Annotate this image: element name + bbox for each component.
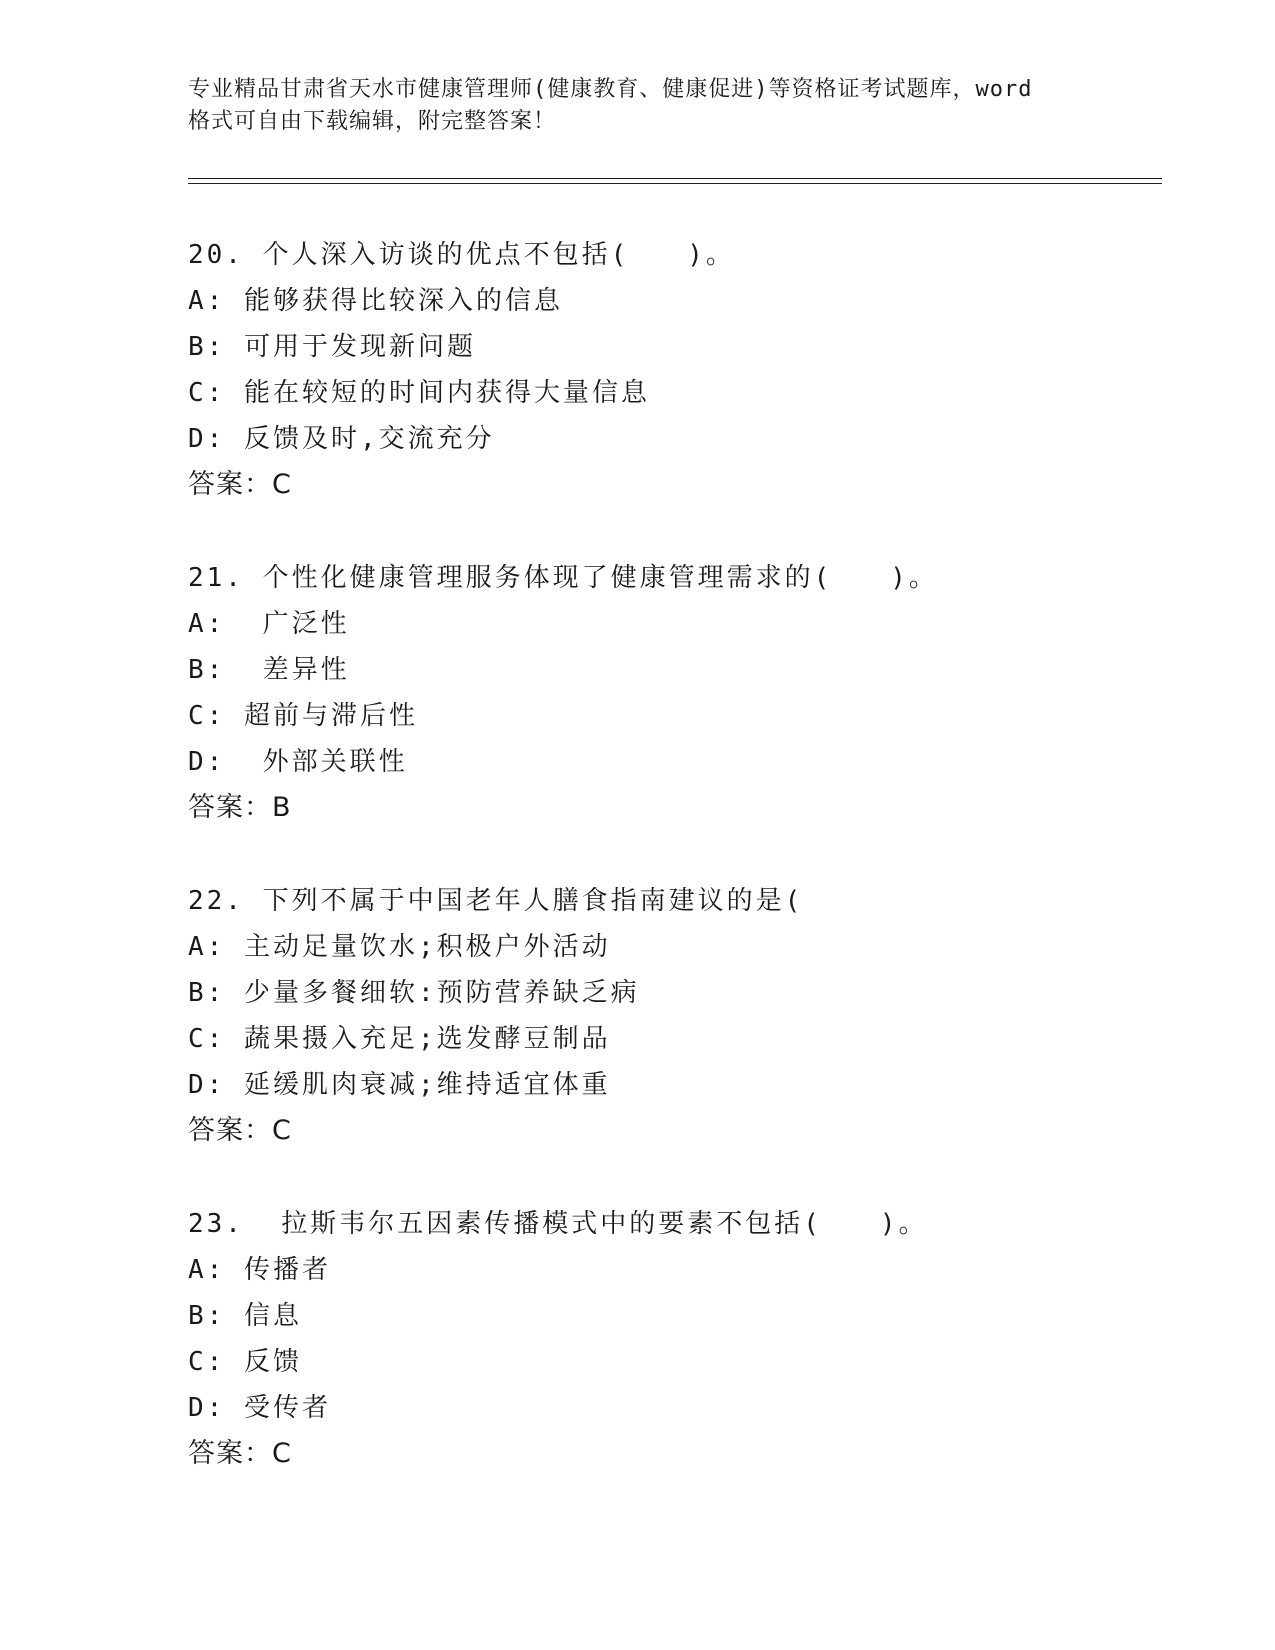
option-b: B: 可用于发现新问题 bbox=[188, 332, 476, 362]
question-20 bbox=[188, 232, 1148, 508]
option-b: B: 少量多餐细软:预防营养缺乏病 bbox=[188, 978, 640, 1008]
question-stem: 22. 下列不属于中国老年人膳食指南建议的是( bbox=[188, 886, 804, 916]
option-d: D: 受传者 bbox=[188, 1393, 331, 1423]
header-divider-bottom bbox=[188, 183, 1162, 184]
header-divider-top bbox=[188, 178, 1162, 179]
document-header bbox=[188, 74, 1088, 138]
option-a: A: 能够获得比较深入的信息 bbox=[188, 286, 563, 316]
option-c: C: 反馈 bbox=[188, 1347, 302, 1377]
answer: 答案：C bbox=[188, 1115, 292, 1146]
option-d: D: 反馈及时,交流充分 bbox=[188, 424, 495, 454]
option-c: C: 蔬果摄入充足;选发酵豆制品 bbox=[188, 1024, 611, 1054]
option-c: C: 能在较短的时间内获得大量信息 bbox=[188, 378, 650, 408]
question-22 bbox=[188, 878, 1148, 1154]
option-a: A: 广泛性 bbox=[188, 609, 350, 639]
question-23 bbox=[188, 1201, 1148, 1477]
question-list bbox=[188, 232, 1148, 1524]
header-line-2: 格式可自由下载编辑，附完整答案！ bbox=[188, 109, 557, 134]
question-stem: 21. 个性化健康管理服务体现了健康管理需求的( )。 bbox=[188, 563, 938, 593]
option-b: B: 差异性 bbox=[188, 655, 350, 685]
option-b: B: 信息 bbox=[188, 1301, 302, 1331]
option-a: A: 主动足量饮水;积极户外活动 bbox=[188, 932, 611, 962]
answer: 答案：C bbox=[188, 469, 292, 500]
answer: 答案：B bbox=[188, 792, 292, 823]
header-line-1: 专业精品甘肃省天水市健康管理师(健康教育、健康促进)等资格证考试题库，word bbox=[188, 77, 1033, 102]
question-stem: 20. 个人深入访谈的优点不包括( )。 bbox=[188, 240, 735, 270]
option-c: C: 超前与滞后性 bbox=[188, 701, 418, 731]
option-d: D: 延缓肌肉衰减;维持适宜体重 bbox=[188, 1070, 611, 1100]
question-21 bbox=[188, 555, 1148, 831]
option-d: D: 外部关联性 bbox=[188, 747, 408, 777]
option-a: A: 传播者 bbox=[188, 1255, 331, 1285]
answer: 答案：C bbox=[188, 1438, 292, 1469]
question-stem: 23. 拉斯韦尔五因素传播模式中的要素不包括( )。 bbox=[188, 1209, 928, 1239]
